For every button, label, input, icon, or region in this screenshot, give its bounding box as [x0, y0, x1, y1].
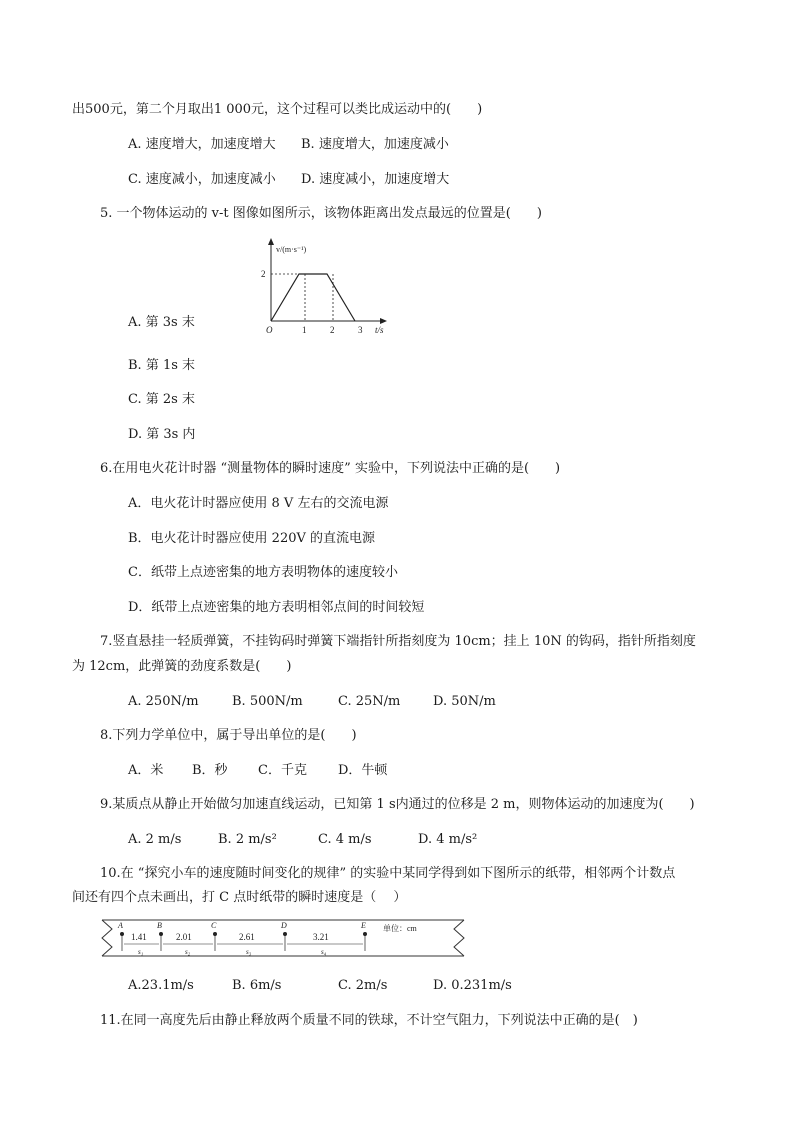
- q7-option-b: B. 500N/m: [232, 694, 303, 709]
- vt-data-line: [271, 274, 355, 321]
- paper-tape-diagram: [98, 917, 468, 961]
- q9-option-d: D. 4 m/s²: [418, 832, 478, 847]
- q8-option-c: C．千克: [258, 763, 307, 778]
- q4-option-c: C. 速度减小，加速度减小: [128, 172, 276, 187]
- vt-xlabel: t/s: [375, 325, 384, 335]
- q4-option-d: D. 速度减小，加速度增大: [301, 172, 450, 187]
- q10-stem-line2: 间还有四个点未画出，打 C 点时纸带的瞬时速度是（ ）: [72, 890, 407, 905]
- q11-stem: 11.在同一高度先后由静止释放两个质量不同的铁球，不计空气阻力，下列说法中正确的是( ): [100, 1013, 638, 1028]
- q8-option-b: B．秒: [192, 763, 228, 778]
- q10-stem-line1: 10.在 “探究小车的速度随时间变化的规律” 的实验中某同学得到如下图所示的纸带，相邻两个计数点: [100, 866, 676, 881]
- vt-y-arrow: [268, 238, 274, 245]
- q10-option-a: A.23.1m/s: [128, 978, 194, 993]
- tape-left-end: [102, 920, 112, 956]
- q5-option-a: A. 第 3s 末: [128, 315, 195, 330]
- vt-ylabel: v/(m·s⁻¹): [276, 245, 307, 254]
- q5-stem: 5. 一个物体运动的 v-t 图像如图所示，该物体距离出发点最远的位置是( ): [100, 206, 542, 221]
- q4-option-b: B. 速度增大，加速度减小: [301, 137, 449, 152]
- tape-label-c: C: [211, 921, 217, 930]
- q6-option-a: A．电火花计时器应使用 8 V 左右的交流电源: [128, 496, 389, 511]
- q6-option-c: C．纸带上点迹密集的地方表明物体的速度较小: [128, 565, 398, 580]
- q7-option-a: A. 250N/m: [128, 694, 199, 709]
- tape-label-d: D: [281, 921, 287, 930]
- q4-stem-tail: 出500元，第二个月取出1 000元，这个过程可以类比成运动中的( ): [72, 102, 483, 117]
- tape-distance-3: 2.61: [239, 932, 255, 942]
- q4-option-a: A. 速度增大，加速度增大: [128, 137, 276, 152]
- vt-xtick-3: 3: [358, 325, 363, 335]
- vt-origin: O: [266, 325, 273, 335]
- vt-graph: [255, 236, 395, 336]
- q8-option-a: A．米: [128, 763, 164, 778]
- vt-ytick-2: 2: [261, 269, 266, 279]
- q9-option-a: A. 2 m/s: [128, 832, 182, 847]
- q7-option-c: C. 25N/m: [338, 694, 401, 709]
- q9-option-c: C. 4 m/s: [318, 832, 372, 847]
- q6-stem: 6.在用电火花计时器 “测量物体的瞬时速度” 实验中，下列说法中正确的是( ): [100, 461, 561, 476]
- tape-unit: 单位：cm: [383, 924, 417, 933]
- tape-distance-2: 2.01: [176, 932, 192, 942]
- tape-seg-s3: s₃: [246, 948, 252, 956]
- q9-stem: 9.某质点从静止开始做匀加速直线运动，已知第 1 s内通过的位移是 2 m，则物体运动的加速度为( ): [100, 797, 695, 812]
- q10-option-c: C. 2m/s: [338, 978, 388, 993]
- q5-option-b: B. 第 1s 末: [128, 358, 196, 373]
- q7-option-d: D. 50N/m: [433, 694, 496, 709]
- q10-option-d: D. 0.231m/s: [433, 978, 512, 993]
- q7-stem-line2: 为 12cm，此弹簧的劲度系数是( ): [72, 659, 292, 674]
- tape-seg-s4: s₄: [321, 948, 327, 956]
- tape-label-a: A: [118, 921, 123, 930]
- tape-distance-1: 1.41: [131, 932, 147, 942]
- tape-label-e: E: [361, 921, 366, 930]
- q6-option-d: D．纸带上点迹密集的地方表明相邻点间的时间较短: [128, 600, 425, 615]
- q8-option-d: D．牛顿: [338, 763, 388, 778]
- tape-label-b: B: [157, 921, 162, 930]
- q8-stem: 8.下列力学单位中，属于导出单位的是( ): [100, 728, 357, 743]
- q5-option-c: C. 第 2s 末: [128, 392, 195, 407]
- tape-right-end: [454, 920, 464, 956]
- vt-x-arrow: [380, 318, 387, 324]
- tape-distance-4: 3.21: [313, 932, 329, 942]
- q6-option-b: B．电火花计时器应使用 220V 的直流电源: [128, 531, 376, 546]
- q10-option-b: B. 6m/s: [232, 978, 282, 993]
- tape-seg-s2: s₂: [185, 948, 191, 956]
- vt-xtick-1: 1: [302, 325, 307, 335]
- q7-stem-line1: 7.竖直悬挂一轻质弹簧，不挂钩码时弹簧下端指针所指刻度为 10cm；挂上 10N 的钩码，指针所指刻度: [100, 634, 696, 649]
- tape-seg-s1: s₁: [138, 948, 144, 956]
- q5-option-d: D. 第 3s 内: [128, 427, 196, 442]
- q9-option-b: B. 2 m/s²: [218, 832, 277, 847]
- vt-xtick-2: 2: [330, 325, 335, 335]
